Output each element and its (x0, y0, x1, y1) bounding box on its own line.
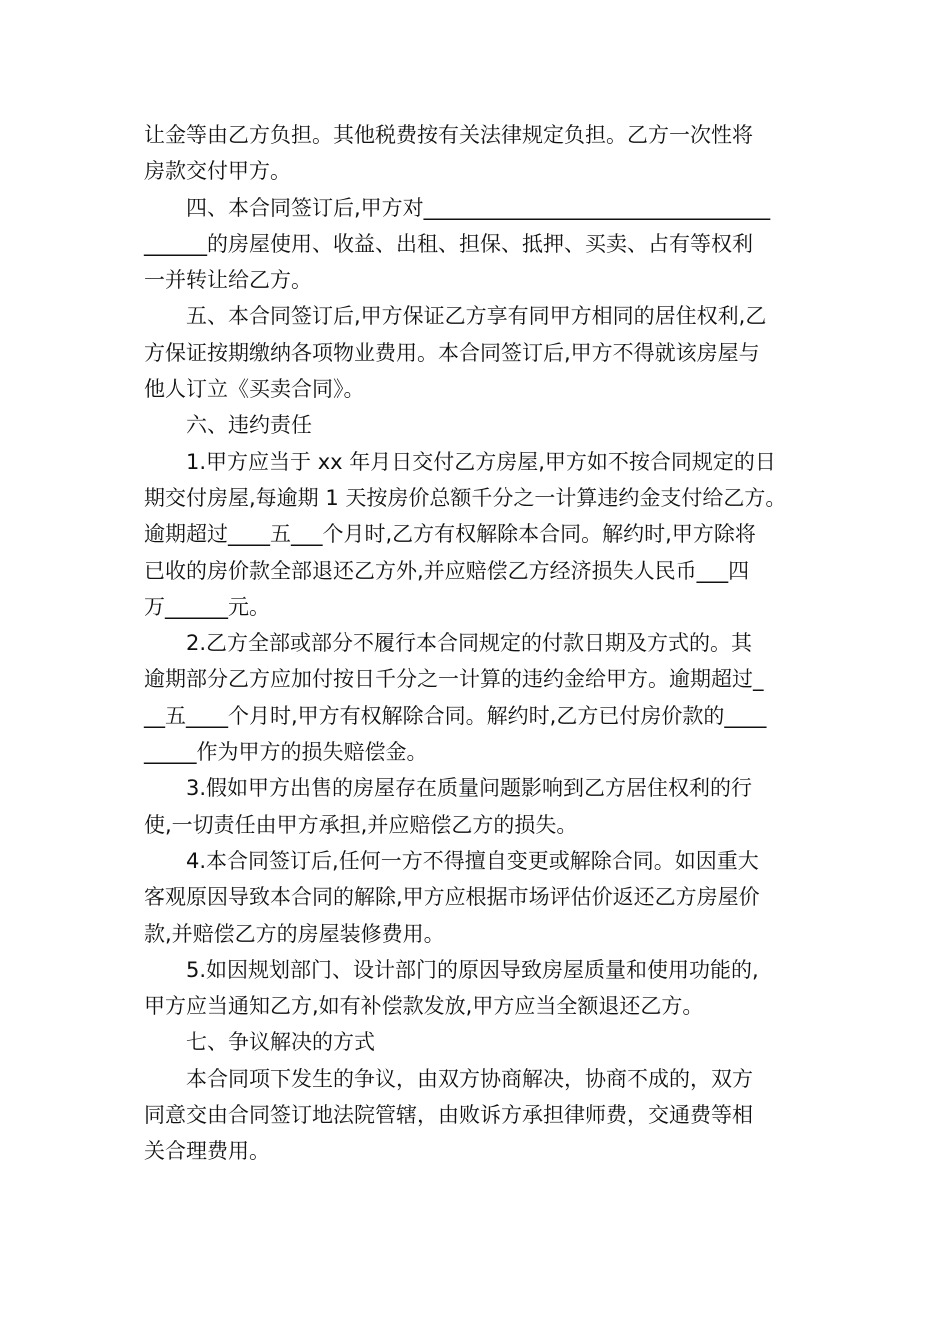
text-line: _____作为甲方的损失赔偿金。 (144, 740, 428, 765)
text-line: 房款交付甲方。 (144, 159, 291, 184)
text-line: 万______元。 (144, 594, 270, 619)
text-line: 本合同项下发生的争议，由双方协商解决，协商不成的，双方 (186, 1066, 753, 1091)
text-line: 甲方应当通知乙方,如有补偿款发放,甲方应当全额退还乙方。 (144, 994, 704, 1019)
text-line: 1.甲方应当于 xx 年月日交付乙方房屋,甲方如不按合同规定的日 (186, 449, 776, 474)
section-heading: 六、违约责任 (186, 413, 312, 438)
text-line: 2.乙方全部或部分不履行本合同规定的付款日期及方式的。其 (186, 631, 753, 656)
text-line: 逾期部分乙方应加付按日千分之一计算的违约金给甲方。逾期超过_ (144, 667, 764, 692)
text-line: ______的房屋使用、收益、出租、担保、抵押、买卖、占有等权利 (144, 231, 753, 256)
text-line: 逾期超过____五___个月时,乙方有权解除本合同。解约时,甲方除将 (144, 522, 756, 547)
text-line: 五、本合同签订后,甲方保证乙方享有同甲方相同的居住权利,乙 (186, 304, 767, 329)
text-line: 关合理费用。 (144, 1139, 270, 1164)
text-line: 5.如因规划部门、设计部门的原因导致房屋质量和使用功能的, (186, 957, 759, 982)
text-line: 一并转让给乙方。 (144, 268, 312, 293)
section-heading: 七、争议解决的方式 (186, 1030, 375, 1055)
text-line: 方保证按期缴纳各项物业费用。本合同签订后,甲方不得就该房屋与 (144, 340, 760, 365)
text-line: __五____个月时,甲方有权解除合同。解约时,乙方已付房价款的____ (144, 703, 767, 728)
text-line: 让金等由乙方负担。其他税费按有关法律规定负担。乙方一次性将 (144, 123, 753, 147)
text-line: 期交付房屋,每逾期 1 天按房价总额千分之一计算违约金支付给乙方。 (144, 485, 787, 510)
text-line: 4.本合同签订后,任何一方不得擅自变更或解除合同。如因重大 (186, 848, 759, 873)
document-body (144, 117, 810, 1170)
text-line: 已收的房价款全部退还乙方外,并应赔偿乙方经济损失人民币___四 (144, 558, 750, 583)
text-line: 使,一切责任由甲方承担,并应赔偿乙方的损失。 (144, 812, 578, 837)
text-line: 客观原因导致本合同的解除,甲方应根据市场评估价返还乙方房屋价 (144, 885, 760, 910)
text-line: 他人订立《买卖合同》。 (144, 377, 365, 402)
text-line: 四、本合同签订后,甲方对_________________________________ (186, 195, 771, 220)
text-line: 同意交由合同签订地法院管辖，由败诉方承担律师费，交通费等相 (144, 1103, 753, 1128)
text-line: 3.假如甲方出售的房屋存在质量问题影响到乙方居住权利的行 (186, 776, 753, 801)
text-line: 款,并赔偿乙方的房屋装修费用。 (144, 921, 445, 946)
